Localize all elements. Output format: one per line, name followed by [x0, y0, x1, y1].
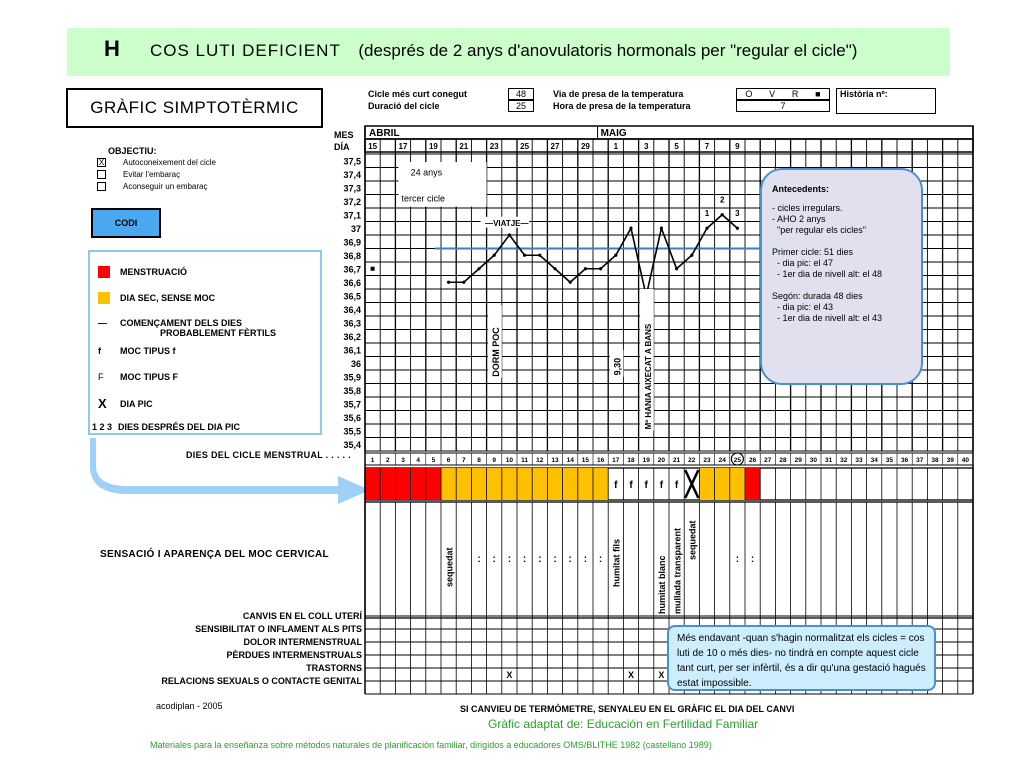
temp-label: 35,7	[343, 399, 361, 410]
antecedents-title: Antecedents:	[772, 184, 830, 194]
cycle-day-number: 2	[385, 457, 390, 464]
peak-x-icon: X	[98, 396, 107, 411]
temp-label: 37,3	[343, 183, 361, 194]
mucus-dot: :	[477, 554, 481, 565]
case-title-main: COS LUTI DEFICIENT	[150, 41, 341, 60]
route-selected-mark: ■	[815, 89, 821, 99]
short-cycle-label: Cicle més curt conegut	[368, 89, 468, 99]
dry-day-mark	[547, 468, 562, 500]
history-field[interactable]	[836, 88, 936, 114]
month-may: MAIG	[600, 128, 627, 139]
mucus-f-mark: f	[629, 480, 633, 491]
date-label: 21	[459, 142, 469, 151]
date-label: 7	[704, 142, 710, 151]
short-cycle-value[interactable]: 48	[508, 88, 534, 100]
cycle-day-number: 9	[492, 457, 497, 464]
temp-label: 36,1	[343, 345, 361, 356]
row-label-trastorns: TRASTORNS	[306, 663, 362, 673]
date-label: 17	[398, 142, 408, 151]
temp-label: 35,8	[343, 385, 361, 396]
dry-day-mark	[456, 468, 471, 500]
temperature-point	[569, 281, 572, 284]
dia-label: DÍA	[334, 142, 350, 152]
cycle-day-number: 25	[733, 457, 742, 464]
temp-label: 37	[350, 223, 361, 234]
menstruation-mark	[411, 468, 426, 500]
antecedent-line: - 1er dia de nivell alt: el 43	[772, 313, 883, 323]
legend-mucus-f: f MOC TIPUS f	[98, 346, 176, 356]
antecedents-box	[760, 168, 923, 385]
temperature-point	[447, 281, 450, 284]
acodi-credit: acodiplan - 2005	[156, 701, 223, 711]
red-swatch	[98, 266, 110, 278]
temp-label: 35,9	[343, 372, 361, 383]
cycle-day-number: 14	[566, 457, 574, 464]
cycle-day-number: 29	[794, 457, 802, 464]
temp-route-options[interactable]	[736, 88, 830, 100]
mucus-dot: :	[750, 554, 755, 565]
dry-day-mark	[471, 468, 486, 500]
cycle-length-label: Duració del cicle	[368, 101, 440, 111]
cycle-day-number: 10	[505, 457, 514, 464]
cycle-day-number: 27	[764, 457, 772, 464]
peak-num-3: 3	[735, 209, 740, 219]
date-label: 15	[368, 142, 378, 151]
month-row	[365, 126, 973, 139]
cycle-day-number: 31	[824, 457, 833, 464]
dry-day-mark	[593, 468, 608, 500]
temp-label: 36,3	[343, 318, 361, 329]
cycle-day-number: 24	[718, 457, 726, 464]
cycle-day-number: 20	[657, 457, 666, 464]
dry-day-mark	[715, 468, 730, 500]
temperature-point	[508, 233, 511, 236]
cycle-day-number: 30	[809, 457, 818, 464]
trastorn-mark: X	[658, 670, 665, 680]
menstruation-mark	[745, 468, 760, 500]
mucus-dot: :	[568, 554, 572, 565]
antecedent-line: Primer cicle: 51 dies	[772, 247, 854, 257]
cycle-day-number: 13	[551, 457, 559, 464]
cycle-day-number: 3	[401, 457, 405, 464]
temperature-point	[629, 227, 632, 230]
cycle-day-number: 1	[370, 457, 375, 464]
temp-hour-label: Hora de presa de la temperatura	[553, 101, 691, 111]
temperature-point	[736, 227, 739, 230]
menstruation-mark	[365, 468, 380, 500]
temp-label: 36,8	[343, 250, 361, 261]
temp-label: 37,5	[343, 156, 361, 167]
history-label: Història nº:	[840, 89, 888, 99]
menstruation-mark	[426, 468, 441, 500]
temp-label: 35,5	[343, 426, 361, 437]
cycle-day-number: 8	[477, 457, 481, 464]
cycle-day-number: 37	[916, 457, 924, 464]
route-v[interactable]: V	[769, 89, 776, 99]
cycle-day-number: 17	[612, 457, 620, 464]
temp-label: 35,6	[343, 412, 361, 423]
temperature-point	[553, 267, 556, 270]
temp-label: 37,1	[343, 210, 361, 221]
date-label: 23	[489, 142, 499, 151]
temp-label: 36	[350, 358, 361, 369]
dry-day-mark	[578, 468, 593, 500]
date-label: 5	[674, 142, 679, 151]
dry-day-mark	[730, 468, 745, 500]
temp-hour-value[interactable]: 7	[736, 100, 830, 112]
mucus-dot: :	[538, 554, 542, 565]
temperature-point	[721, 213, 724, 216]
antecedent-line: - dia pic: el 47	[772, 258, 834, 268]
cycle-day-number: 6	[446, 457, 451, 464]
mucus-note: mullada transparent	[672, 527, 683, 614]
peak-num-2: 2	[719, 195, 725, 205]
date-label: 29	[580, 142, 590, 151]
cycle-length-value[interactable]: 25	[508, 100, 534, 112]
legend-peak: X DIA PIC	[98, 396, 153, 411]
mucus-note: sequedat	[444, 547, 455, 587]
temperature-point	[614, 254, 617, 257]
trastorn-mark: X	[627, 670, 635, 680]
mucus-dot: :	[598, 554, 603, 565]
annot-24-years: 24 anys	[410, 167, 443, 178]
peak-num-1: 1	[704, 209, 710, 219]
cycle-day-number: 22	[688, 457, 696, 464]
annot-third-cycle: tercer cicle	[401, 193, 445, 204]
date-label: 27	[550, 142, 560, 151]
cycle-day-number: 39	[946, 457, 954, 464]
dry-day-mark	[563, 468, 578, 500]
dry-day-mark	[487, 468, 502, 500]
cycle-day-number: 7	[461, 457, 466, 464]
objective-label-3: Aconseguir un embaraç	[123, 182, 208, 191]
cycle-day-number: 23	[703, 457, 711, 464]
objective-title: OBJECTIU:	[108, 146, 157, 156]
cycle-day-number: 5	[431, 457, 436, 464]
antecedent-line: - AHO 2 anys	[772, 214, 826, 224]
mucus-dot: :	[492, 554, 496, 565]
row-label-coll: CANVIS EN EL COLL UTERÍ	[242, 611, 362, 621]
objective-check-2[interactable]	[97, 170, 106, 179]
mucus-dot: :	[507, 554, 512, 565]
legend-after-peak: 1 2 3 DIES DESPRÉS DEL DIA PIC	[92, 422, 241, 432]
temp-label: 37,4	[343, 169, 361, 180]
mucus-dot: :	[735, 554, 740, 565]
temp-label: 36,2	[343, 331, 361, 342]
mucus-f-mark: f	[614, 480, 618, 491]
cycle-day-number: 26	[748, 457, 757, 464]
temp-label: 35,4	[343, 439, 361, 450]
f-symbol: f	[98, 346, 101, 356]
case-title	[150, 41, 857, 61]
annot-hania: Mº HANIA AIXECAT A BANS	[643, 323, 653, 430]
objective-check-1[interactable]: X	[98, 158, 105, 167]
yellow-swatch	[98, 292, 110, 304]
cycle-day-number: 35	[885, 457, 894, 464]
temperature-point	[584, 267, 587, 270]
objective-label-2: Evitar l'embaraç	[123, 170, 181, 179]
date-label: 3	[643, 142, 649, 151]
mucus-note: sequedat	[687, 520, 698, 560]
mucus-dot: :	[553, 554, 557, 565]
temp-label: 36,4	[343, 304, 361, 315]
row-label-relacions: RELACIONS SEXUALS O CONTACTE GENITAL	[161, 676, 362, 686]
temp-label: 36,9	[343, 237, 361, 248]
row-label-pits: SENSIBILITAT O INFLAMENT ALS PITS	[195, 624, 362, 634]
antecedent-line: - cicles irregulars.	[772, 203, 843, 213]
temperature-point	[675, 267, 678, 270]
date-label: 19	[428, 142, 438, 151]
mucus-note: humitat blanc	[657, 555, 668, 614]
antecedent-line: "per regular els cicles"	[772, 225, 866, 235]
cycle-day-number: 21	[672, 457, 681, 464]
legend-fertile-start: — COMENÇAMENT DELS DIES PROBABLEMENT FÈRTILS	[98, 318, 276, 338]
row-label-perdues: PÈRDUES INTERMENSTRUALS	[226, 650, 362, 660]
temp-label: 36,7	[343, 264, 361, 275]
note-box: Més endavant -quan s'hagin normalitzat els cicles = cos luti de 10 o més dies- no tindrà en compte aquest cicle tant curt, per ser infèrtil, és a dir qu'una gestació hagués estat impossible.	[667, 625, 936, 691]
temperature-point	[462, 281, 465, 284]
temperature-point	[690, 254, 693, 257]
temperature-point	[493, 254, 496, 257]
dry-day-mark	[699, 468, 714, 500]
annot-930: 9,30	[612, 357, 623, 376]
trastorn-mark: X	[506, 670, 513, 680]
cycle-day-number: 34	[870, 457, 878, 464]
case-letter: H	[104, 36, 120, 61]
bottom-row-labels	[0, 611, 362, 691]
cycle-day-number: 15	[581, 457, 590, 464]
route-r[interactable]: R	[791, 89, 799, 99]
cycle-day-number: 38	[931, 457, 939, 464]
temp-label: 36,5	[343, 291, 361, 302]
cycle-days-label: DIES DEL CICLE MENSTRUAL . . . . .	[186, 450, 351, 460]
temperature-point	[477, 267, 480, 270]
thermometer-change-note: SI CANVIEU DE TERMÒMETRE, SENYALEU EN EL GRÀFIC EL DIA DEL CANVI	[460, 704, 795, 714]
codi-button[interactable]: CODI	[91, 208, 161, 238]
cycle-day-number: 11	[521, 457, 529, 464]
menstruation-mark	[395, 468, 410, 500]
cycle-day-number: 33	[855, 457, 863, 464]
antecedents-lines	[772, 203, 911, 324]
F-symbol: F	[98, 372, 104, 382]
objective-label-1: Autoconeixement del cicle	[123, 158, 216, 167]
temp-route-label: Via de presa de la temperatura	[553, 89, 684, 99]
legend-box	[88, 250, 322, 435]
cycle-day-number: 32	[840, 457, 848, 464]
temperature-point	[599, 267, 602, 270]
route-o[interactable]: O	[745, 89, 753, 99]
sensacio-label: SENSACIÓ I APARENÇA DEL MOC CERVICAL	[100, 549, 329, 560]
cycle-day-number: 40	[961, 457, 970, 464]
mucus-f-mark: f	[644, 480, 648, 491]
antecedent-line: - dia pic: el 43	[772, 302, 834, 312]
chart-title: GRÀFIC SIMPTOTÈRMIC	[66, 88, 323, 128]
mucus-f-mark: f	[659, 480, 664, 491]
menstruation-mark	[380, 468, 395, 500]
cycle-day-number: 4	[416, 457, 421, 464]
cycle-day-number: 28	[779, 457, 787, 464]
date-label: 25	[520, 142, 530, 151]
temperature-point	[660, 227, 663, 230]
source-credit: Materiales para la enseñanza sobre métodos naturales de planificación familiar, dirigidos a educadores OMS/BLITHE 1982 (castellano 1989)	[150, 740, 712, 750]
dry-day-mark	[532, 468, 547, 500]
mucus-dot: :	[522, 554, 527, 565]
antecedent-line	[772, 236, 911, 247]
cycle-day-number: 19	[642, 457, 650, 464]
dry-day-mark	[502, 468, 517, 500]
legend-menstruation: MENSTRUACIÓ	[98, 266, 187, 278]
cycle-day-number: 18	[627, 457, 635, 464]
dash-icon: —	[98, 318, 107, 328]
temperature-point	[705, 227, 708, 230]
case-subtitle: (després de 2 anys d'anovulatoris hormonals per "regular el cicle")	[358, 41, 858, 60]
date-label: 9	[735, 142, 740, 151]
dry-day-mark	[517, 468, 532, 500]
cycle-day-number: 36	[900, 457, 909, 464]
annot-viatje: —VIATJE—	[485, 219, 529, 229]
temperature-point	[523, 254, 526, 257]
mucus-f-mark: f	[674, 480, 679, 491]
annot-dorm-poc: DORM POC	[490, 327, 501, 377]
row-label-dolor: DOLOR INTERMENSTRUAL	[243, 637, 362, 647]
cycle-day-number: 16	[596, 457, 605, 464]
temp-label: 37,2	[343, 196, 361, 207]
mes-label: MES	[334, 130, 354, 140]
temp-label: 36,6	[343, 277, 361, 288]
antecedent-line: - 1er dia de nivell alt: el 48	[772, 269, 883, 279]
antecedent-line	[772, 280, 911, 291]
date-label: 1	[613, 142, 619, 151]
legend-dry: DIA SEC, SENSE MOC	[98, 292, 215, 304]
mucus-dot: :	[583, 554, 588, 565]
month-april: ABRIL	[369, 128, 400, 139]
cycle-day-number: 12	[536, 457, 544, 464]
adapted-from: Gràfic adaptat de: Educación en Fertilidad Familiar	[488, 717, 759, 731]
legend-mucus-F: F MOC TIPUS F	[98, 372, 178, 382]
mucus-note: humitat fils	[611, 538, 622, 587]
objective-check-3[interactable]	[97, 182, 106, 191]
antecedent-line: Segón: durada 48 dies	[772, 291, 863, 301]
dry-day-mark	[441, 468, 456, 500]
temperature-point	[538, 254, 541, 257]
first-day-dot	[371, 267, 375, 271]
